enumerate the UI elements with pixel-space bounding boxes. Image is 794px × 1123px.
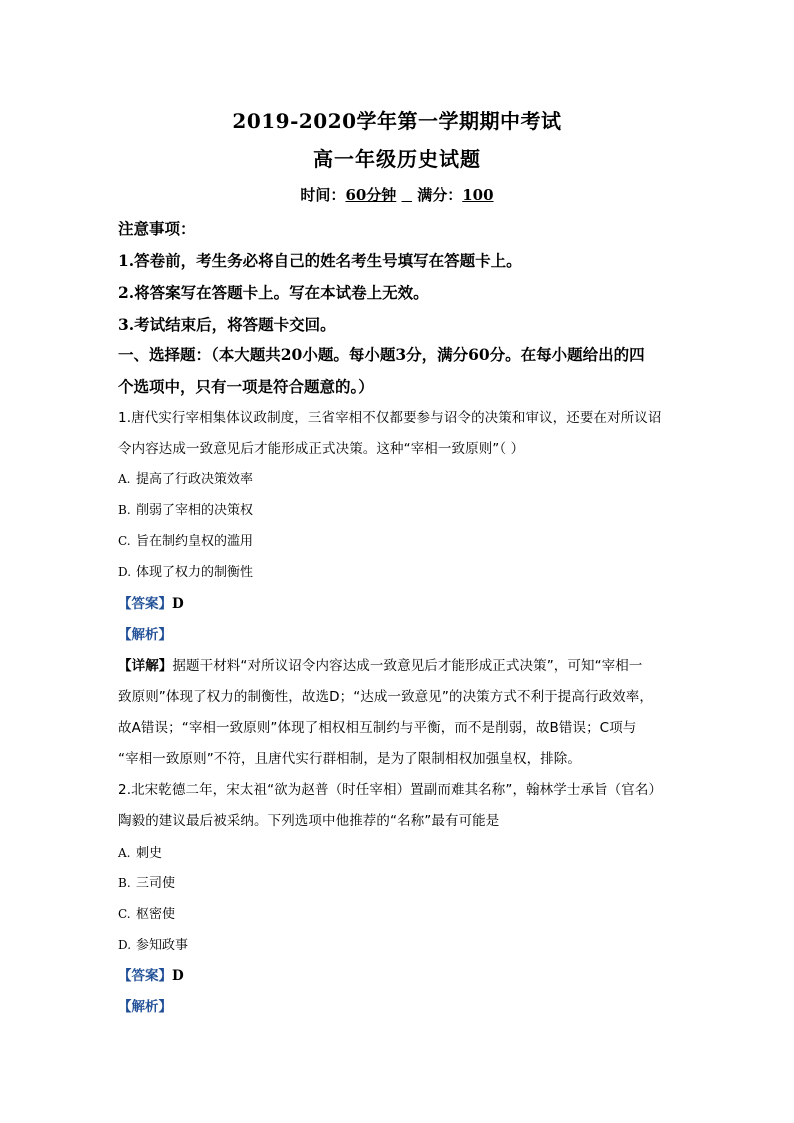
option-label: A. [118,846,131,860]
answer-value: D [172,968,184,984]
option-label: C. [118,534,131,548]
option-text: 枢密使 [136,907,176,922]
time-label: 时间： [300,186,346,204]
q1-option-d [118,561,678,580]
option-text: 旨在制约皇权的滥用 [136,534,254,549]
exam-title: 2019-2020学年第一学期期中考试 [232,109,562,133]
q1-stem-line2: 令内容达成一致意见后才能形成正式决策。这种“宰相一致原则”（ ） [118,441,525,457]
score-label: 满分： [417,186,463,204]
exam-subtitle: 高一年级历史试题 [313,147,481,171]
option-label: B. [118,503,131,517]
q1-answer [118,592,678,612]
option-text: 体现了权力的制衡性 [136,565,254,580]
q2-option-b [118,872,678,891]
option-label: D. [118,565,132,579]
option-label: B. [118,876,131,890]
option-label: C. [118,907,131,921]
section-heading-line1: 一、选择题：（本大题共20小题。每小题3分，满分60分。在每小题给出的四 [118,345,645,364]
answer-tag: 【答案】 [118,596,172,612]
q1-stem-line1: 1.唐代实行宰相集体议政制度，三省宰相不仅都要参与诏令的决策和审议，还要在对所议诏 [118,410,662,426]
option-text: 三司使 [136,876,176,891]
q2-stem-line2: 陶毅的建议最后被采纳。下列选项中他推荐的“名称”最有可能是 [118,813,500,829]
q1-option-c [118,530,678,549]
q1-detail-line1 [118,654,678,674]
q1-analysis-tag: 【解析】 [118,627,172,643]
option-text: 参知政事 [136,938,189,953]
option-label: A. [118,472,131,486]
q2-answer [118,964,678,984]
q1-detail-line2: 致原则”体现了权力的制衡性，故选D；“达成一致意见”的决策方式不利于提高行政效率， [118,689,653,705]
detail-tag: 【详解】 [118,658,173,674]
spacer [402,186,412,204]
q2-stem-line1: 2.北宋乾德二年，宋太祖“欲为赵普（时任宰相）置副而难其名称”，翰林学士承旨（官名） [118,782,663,798]
option-label: D. [118,938,132,952]
note-item-1: 1.答卷前，考生务必将自己的姓名考生号填写在答题卡上。 [118,251,522,270]
q1-option-a [118,468,678,487]
q2-option-c [118,903,678,922]
answer-value: D [172,596,184,612]
q2-analysis-tag: 【解析】 [118,999,172,1015]
notes-heading: 注意事项： [118,219,196,238]
note-item-2: 2.将答案写在答题卡上。写在本试卷上无效。 [118,283,429,302]
option-text: 提高了行政决策效率 [136,472,254,487]
note-item-3: 3.考试结束后，将答题卡交回。 [118,315,336,334]
answer-tag: 【答案】 [118,968,172,984]
section-heading-line2: 个选项中，只有一项是符合题意的。） [118,377,374,396]
score-value: 100 [462,186,494,204]
option-text: 削弱了宰相的决策权 [136,503,254,518]
q1-option-b [118,499,678,518]
option-text: 刺史 [136,846,163,861]
detail-text: 据题干材料“对所议诏令内容达成一致意见后才能形成正式决策”，可知“宰相一 [172,658,643,674]
time-value: 60分钟 [345,186,397,204]
q2-option-d [118,934,678,953]
q1-detail-line3: 故A错误；“宰相一致原则”体现了相权相互制约与平衡，而不是削弱，故B错误；C项与 [118,720,637,736]
q1-detail-line4: “宰相一致原则”不符，且唐代实行群相制，是为了限制相权加强皇权，排除。 [118,751,581,767]
q2-option-a [118,842,678,861]
exam-time-score [0,184,794,205]
